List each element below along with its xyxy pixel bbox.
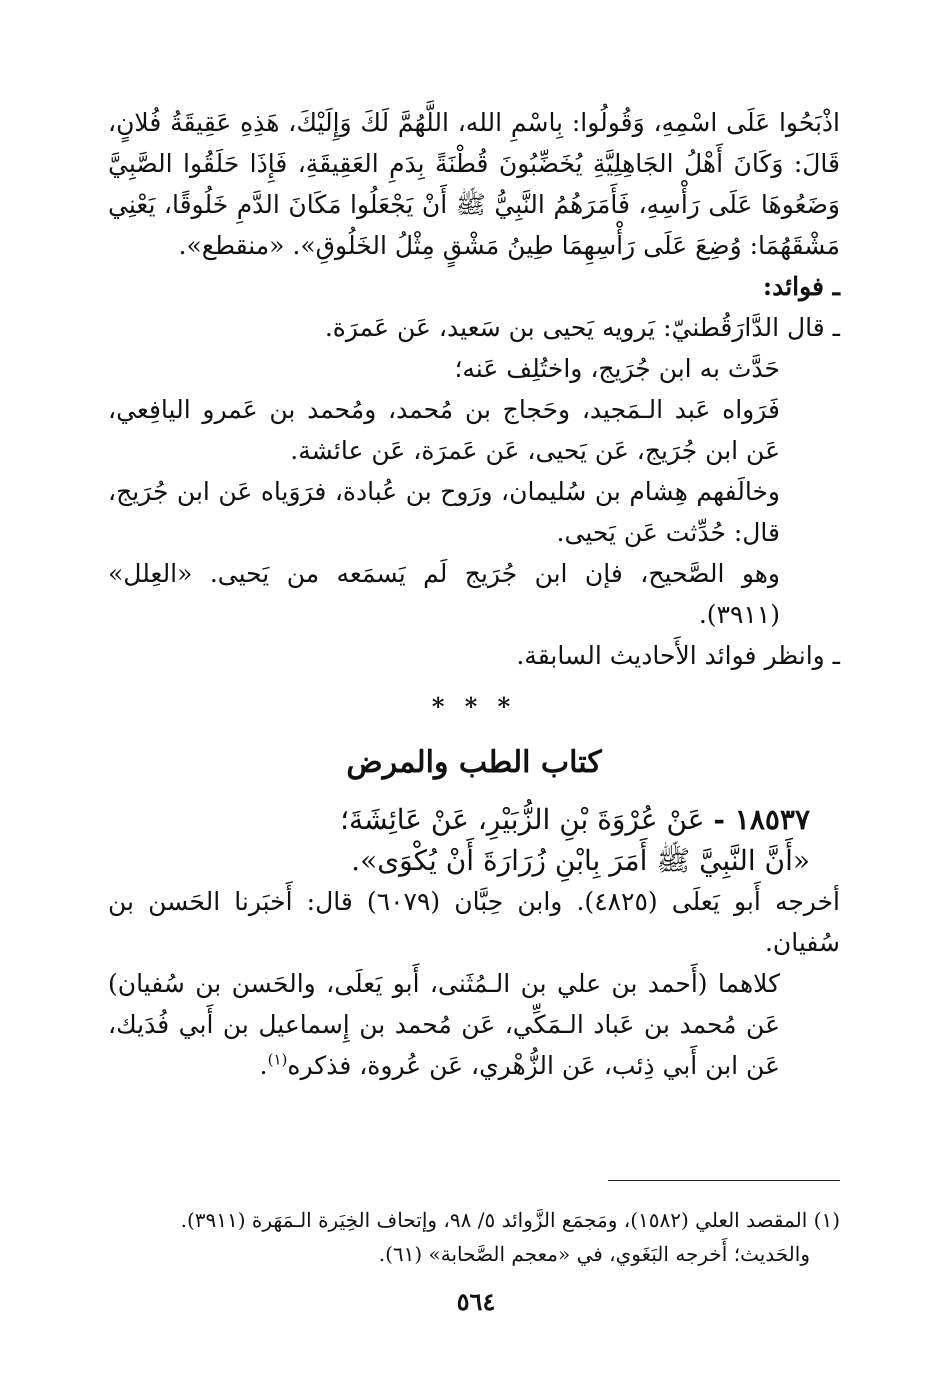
paragraph-sahih: وهو الصَّحيح، فإن ابن جُرَيج لَم يَسمَعه من يَحيى. «العِلل» (٣٩١١). — [108, 559, 780, 629]
footnotes — [112, 1203, 840, 1271]
page-number: ٥٦٤ — [456, 1287, 496, 1316]
hadith-number: ١٨٥٣٧ - — [713, 803, 810, 836]
fawaid-heading: ـ فوائد: — [762, 272, 840, 301]
footnote-2: والحَديث؛ أَخرجه البَغَوي، في «معجم الصَّحابة» (٦١). — [378, 1242, 810, 1266]
footnote-reference: (١) — [267, 1050, 288, 1069]
paragraph-daraqutni: ـ قال الدَّارَقُطنيّ: يَرويه يَحيى بن سَعيد، عَن عَمرَة. — [324, 313, 840, 342]
section-divider-stars: * * * — [431, 692, 517, 721]
main-text — [108, 102, 840, 1086]
paragraph-takhrij: أخرجه أَبو يَعلَى (٤٨٢٥). وابن حِبَّان (٦٠٧٩) قال: أَخبَرنا الحَسن بن سُفيان. — [108, 887, 840, 957]
paragraph-hadith-continuation: اذْبَحُوا عَلَى اسْمِهِ، وَقُولُوا: بِاسْمِ الله، اللَّهُمَّ لَكَ وَإِلَيْكَ، هَذِهِ عَقِيقَةُ فُلانٍ، قَالَ: وَكَانَ أَهْلُ الجَاهِلِيَّةِ يُخَضِّبُونَ قُطْنَةً بِدَمِ العَقِيقَةِ، فَإِذَا حَلَقُوا الصَّبِيَّ وَضَعُوهَا عَلَى رَأْسِهِ، فَأَمَرَهُمُ النَّبِيُّ ﷺ أَنْ يَجْعَلُوا مَكَانَ الدَّمِ خَلُوقًا، يَعْنِي مَشْقَهُمَا: وُضِعَ عَلَى رَأْسِهِمَا طِينُ مَشْقٍ مِثْلُ الخَلُوقِ». «منقطع». — [108, 108, 840, 260]
paragraph-rawah: فَرَواه عَبد الـمَجيد، وحَجاج بن مُحمد، ومُحمد بن عَمرو اليافِعي، عَن ابن جُرَيج، عَن يَحيى، عَن عَمرَة، عَن عائشة. — [108, 395, 780, 465]
paragraph-kilahuma-end: . — [259, 1051, 268, 1080]
hadith-text: «أَنَّ النَّبِيَّ ﷺ أَمَرَ بِابْنِ زُرَارَةَ أَنْ يُكْوَى». — [351, 844, 810, 877]
chapter-title: كتاب الطب والمرض — [346, 745, 602, 780]
footnote-1: (١) المقصد العلي (١٥٨٢)، ومَجمَع الزَّوائد ٥/ ٩٨، وإتحاف الخِيَرة الـمَهَرة (٣٩١١). — [180, 1208, 840, 1232]
paragraph-kilahuma-text: كلاهما (أَحمد بن علي بن الـمُثَنى، أَبو يَعلَى، والحَسن بن سُفيان) عَن مُحمد بن عَباد الـمَكِّي، عَن مُحمد بن إِسماعيل بن أَبي فُدَيك، عَن ابن أَبي ذِئب، عَن الزُّهْري، عَن عُروة، فذكره — [108, 969, 780, 1080]
paragraph-ibn-jurayj: حَدَّث به ابن جُرَيج، واختُلِف عَنه؛ — [454, 354, 780, 383]
footnote-divider — [608, 1180, 840, 1181]
paragraph-see-also: ـ وانظر فوائد الأَحاديث السابقة. — [516, 641, 840, 670]
paragraph-kilahuma — [108, 963, 840, 1086]
hadith-header — [108, 799, 840, 840]
paragraph-khalafahum: وخالَفهم هِشام بن سُليمان، ورَوح بن عُبادة، فرَوَياه عَن ابن جُرَيج، قال: حُدِّثت عَن يَحيى. — [108, 477, 780, 547]
hadith-chain: عَنْ عُرْوَةَ بْنِ الزُّبَيْرِ، عَنْ عَائِشَةَ؛ — [340, 803, 705, 836]
